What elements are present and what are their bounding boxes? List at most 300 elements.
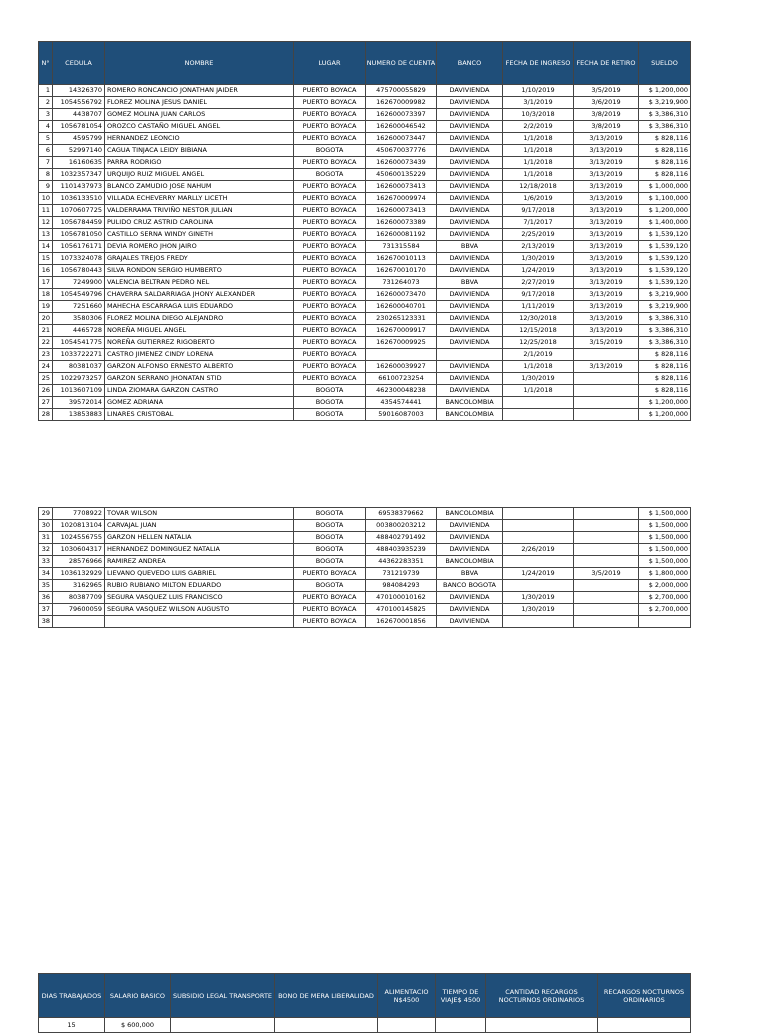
salary-cell: $ 828,116 bbox=[639, 361, 691, 373]
table-row bbox=[39, 97, 691, 109]
table-row bbox=[39, 241, 691, 253]
bank-cell: DAVIVIENDA bbox=[437, 217, 503, 229]
place-cell: BOGOTA bbox=[294, 169, 366, 181]
row-number-cell: 8 bbox=[39, 169, 53, 181]
start-date-cell: 1/1/2018 bbox=[503, 145, 574, 157]
place-cell: BOGOTA bbox=[294, 544, 366, 556]
salary-cell: $ 1,800,000 bbox=[639, 568, 691, 580]
account-number-cell: 731264073 bbox=[366, 277, 437, 289]
place-cell: BOGOTA bbox=[294, 520, 366, 532]
cedula-cell: 1101437973 bbox=[53, 181, 105, 193]
table-row bbox=[39, 145, 691, 157]
start-date-cell: 12/30/2018 bbox=[503, 313, 574, 325]
place-cell: PUERTO BOYACA bbox=[294, 289, 366, 301]
place-cell: PUERTO BOYACA bbox=[294, 205, 366, 217]
row-number-cell: 13 bbox=[39, 229, 53, 241]
bank-cell: BANCOLOMBIA bbox=[437, 409, 503, 421]
end-date-cell: 3/13/2019 bbox=[574, 325, 639, 337]
employee-header-7: FECHA DE RETIRO bbox=[574, 42, 639, 85]
end-date-cell: 3/13/2019 bbox=[574, 169, 639, 181]
name-cell: PULIDO CRUZ ASTRID CAROLINA bbox=[105, 217, 294, 229]
salary-cell: $ 3,386,310 bbox=[639, 313, 691, 325]
place-cell: PUERTO BOYACA bbox=[294, 181, 366, 193]
row-number-cell: 4 bbox=[39, 121, 53, 133]
place-cell: PUERTO BOYACA bbox=[294, 592, 366, 604]
row-number-cell: 21 bbox=[39, 325, 53, 337]
cedula-cell: 1036133510 bbox=[53, 193, 105, 205]
bank-cell: DAVIVIENDA bbox=[437, 109, 503, 121]
salary-cell: $ 3,386,310 bbox=[639, 109, 691, 121]
end-date-cell: 3/8/2019 bbox=[574, 121, 639, 133]
account-number-cell: 162600046542 bbox=[366, 121, 437, 133]
cedula-cell bbox=[53, 616, 105, 628]
table-row bbox=[39, 556, 691, 568]
row-number-cell: 14 bbox=[39, 241, 53, 253]
cedula-cell: 1033722271 bbox=[53, 349, 105, 361]
place-cell: PUERTO BOYACA bbox=[294, 217, 366, 229]
end-date-cell bbox=[574, 520, 639, 532]
bank-cell: DAVIVIENDA bbox=[437, 265, 503, 277]
cedula-cell: 7251660 bbox=[53, 301, 105, 313]
bank-cell: DAVIVIENDA bbox=[437, 604, 503, 616]
cedula-cell: 1056176171 bbox=[53, 241, 105, 253]
place-cell: PUERTO BOYACA bbox=[294, 265, 366, 277]
table-row bbox=[39, 604, 691, 616]
row-number-cell: 33 bbox=[39, 556, 53, 568]
name-cell: BLANCO ZAMUDIO JOSE NAHUM bbox=[105, 181, 294, 193]
name-cell: HERNANDEZ LEONCIO bbox=[105, 133, 294, 145]
end-date-cell: 3/15/2019 bbox=[574, 337, 639, 349]
row-number-cell: 10 bbox=[39, 193, 53, 205]
food-cell bbox=[378, 1018, 436, 1033]
account-number-cell: 162600039927 bbox=[366, 361, 437, 373]
place-cell: PUERTO BOYACA bbox=[294, 277, 366, 289]
table-row bbox=[39, 1018, 691, 1033]
start-date-cell bbox=[503, 580, 574, 592]
name-cell: PARRA RODRIGO bbox=[105, 157, 294, 169]
name-cell: TOVAR WILSON bbox=[105, 508, 294, 520]
end-date-cell: 3/13/2019 bbox=[574, 253, 639, 265]
payroll-header-6: CANTIDAD RECARGOS NOCTURNOS ORDINARIOS bbox=[486, 974, 598, 1018]
name-cell: DEVIA ROMERO JHON JAIRO bbox=[105, 241, 294, 253]
start-date-cell: 12/15/2018 bbox=[503, 325, 574, 337]
account-number-cell: 488402791492 bbox=[366, 532, 437, 544]
name-cell: CAGUA TINJACA LEIDY BIBIANA bbox=[105, 145, 294, 157]
end-date-cell: 3/8/2019 bbox=[574, 109, 639, 121]
name-cell: LIEVANO QUEVEDO LUIS GABRIEL bbox=[105, 568, 294, 580]
name-cell: CHAVERRA SALDARRIAGA JHONY ALEXANDER bbox=[105, 289, 294, 301]
place-cell: PUERTO BOYACA bbox=[294, 349, 366, 361]
row-number-cell: 19 bbox=[39, 301, 53, 313]
payroll-header-4: ALIMENTACIO N$4500 bbox=[378, 974, 436, 1018]
name-cell: FLOREZ MOLINA DIEGO ALEJANDRO bbox=[105, 313, 294, 325]
end-date-cell bbox=[574, 397, 639, 409]
row-number-cell: 18 bbox=[39, 289, 53, 301]
cedula-cell: 1032357347 bbox=[53, 169, 105, 181]
table-header-row bbox=[39, 42, 691, 85]
salary-cell: $ 828,116 bbox=[639, 373, 691, 385]
cedula-cell: 16160635 bbox=[53, 157, 105, 169]
account-number-cell: 162600081192 bbox=[366, 229, 437, 241]
start-date-cell: 2/26/2019 bbox=[503, 544, 574, 556]
cedula-cell: 3162965 bbox=[53, 580, 105, 592]
start-date-cell: 1/6/2019 bbox=[503, 193, 574, 205]
row-number-cell: 17 bbox=[39, 277, 53, 289]
payroll-header-2: SUBSIDIO LEGAL TRANSPORTE bbox=[171, 974, 275, 1018]
cedula-cell: 4465728 bbox=[53, 325, 105, 337]
table-row bbox=[39, 568, 691, 580]
cedula-cell: 1056784459 bbox=[53, 217, 105, 229]
cedula-cell: 7708922 bbox=[53, 508, 105, 520]
end-date-cell bbox=[574, 373, 639, 385]
account-number-cell: 475700055829 bbox=[366, 85, 437, 97]
bank-cell: BANCOLOMBIA bbox=[437, 508, 503, 520]
account-number-cell: 162670010170 bbox=[366, 265, 437, 277]
bank-cell: DAVIVIENDA bbox=[437, 193, 503, 205]
name-cell: SILVA RONDON SERGIO HUMBERTO bbox=[105, 265, 294, 277]
end-date-cell: 3/13/2019 bbox=[574, 193, 639, 205]
table-row bbox=[39, 85, 691, 97]
row-number-cell: 7 bbox=[39, 157, 53, 169]
name-cell: NOREÑA MIGUEL ANGEL bbox=[105, 325, 294, 337]
salary-cell: $ 828,116 bbox=[639, 349, 691, 361]
employee-table-1 bbox=[38, 41, 691, 421]
account-number-cell: 162670009974 bbox=[366, 193, 437, 205]
night-surcharge-count-cell bbox=[486, 1018, 598, 1033]
name-cell: ROMERO RONCANCIO JONATHAN JAIDER bbox=[105, 85, 294, 97]
cedula-cell: 28576966 bbox=[53, 556, 105, 568]
row-number-cell: 11 bbox=[39, 205, 53, 217]
account-number-cell: 984084293 bbox=[366, 580, 437, 592]
bank-cell: DAVIVIENDA bbox=[437, 181, 503, 193]
bank-cell: DAVIVIENDA bbox=[437, 616, 503, 628]
account-number-cell: 162600073439 bbox=[366, 157, 437, 169]
end-date-cell bbox=[574, 409, 639, 421]
salary-cell: $ 828,116 bbox=[639, 133, 691, 145]
start-date-cell: 1/30/2019 bbox=[503, 253, 574, 265]
table-row bbox=[39, 592, 691, 604]
end-date-cell: 3/13/2019 bbox=[574, 313, 639, 325]
bank-cell: BBVA bbox=[437, 568, 503, 580]
salary-cell: $ 1,200,000 bbox=[639, 85, 691, 97]
salary-cell: $ 3,386,310 bbox=[639, 337, 691, 349]
table-row bbox=[39, 616, 691, 628]
table-row bbox=[39, 289, 691, 301]
account-number-cell: 162670010113 bbox=[366, 253, 437, 265]
end-date-cell: 3/5/2019 bbox=[574, 85, 639, 97]
bank-cell: DAVIVIENDA bbox=[437, 544, 503, 556]
place-cell: PUERTO BOYACA bbox=[294, 229, 366, 241]
payroll-header-0: DIAS TRABAJADOS bbox=[39, 974, 105, 1018]
salary-cell: $ 1,539,120 bbox=[639, 277, 691, 289]
table-row bbox=[39, 265, 691, 277]
name-cell: CASTRO JIMENEZ CINDY LORENA bbox=[105, 349, 294, 361]
place-cell: PUERTO BOYACA bbox=[294, 568, 366, 580]
end-date-cell bbox=[574, 580, 639, 592]
bank-cell: DAVIVIENDA bbox=[437, 385, 503, 397]
place-cell: BOGOTA bbox=[294, 397, 366, 409]
employee-header-3: LUGAR bbox=[294, 42, 366, 85]
salary-cell: $ 828,116 bbox=[639, 157, 691, 169]
night-surcharge-cell bbox=[598, 1018, 691, 1033]
row-number-cell: 29 bbox=[39, 508, 53, 520]
start-date-cell: 3/1/2019 bbox=[503, 97, 574, 109]
name-cell: SEGURA VASQUEZ WILSON AUGUSTO bbox=[105, 604, 294, 616]
name-cell: VILLADA ECHEVERRY MARLLY LICETH bbox=[105, 193, 294, 205]
account-number-cell: 450600135229 bbox=[366, 169, 437, 181]
row-number-cell: 31 bbox=[39, 532, 53, 544]
bank-cell: DAVIVIENDA bbox=[437, 253, 503, 265]
cedula-cell: 80381037 bbox=[53, 361, 105, 373]
bank-cell: DAVIVIENDA bbox=[437, 229, 503, 241]
place-cell: PUERTO BOYACA bbox=[294, 313, 366, 325]
start-date-cell: 7/1/2017 bbox=[503, 217, 574, 229]
table-row bbox=[39, 385, 691, 397]
name-cell: FLOREZ MOLINA JESUS DANIEL bbox=[105, 97, 294, 109]
account-number-cell: 162600073470 bbox=[366, 289, 437, 301]
place-cell: PUERTO BOYACA bbox=[294, 97, 366, 109]
row-number-cell: 15 bbox=[39, 253, 53, 265]
bank-cell: DAVIVIENDA bbox=[437, 361, 503, 373]
table-row bbox=[39, 520, 691, 532]
table-row bbox=[39, 397, 691, 409]
employee-header-2: NOMBRE bbox=[105, 42, 294, 85]
salary-cell: $ 3,386,310 bbox=[639, 325, 691, 337]
start-date-cell: 2/1/2019 bbox=[503, 349, 574, 361]
end-date-cell bbox=[574, 592, 639, 604]
salary-cell: $ 1,000,000 bbox=[639, 181, 691, 193]
end-date-cell: 3/6/2019 bbox=[574, 97, 639, 109]
start-date-cell bbox=[503, 397, 574, 409]
payroll-header-5: TIEMPO DE VIAJE$ 4500 bbox=[436, 974, 486, 1018]
start-date-cell: 1/10/2019 bbox=[503, 85, 574, 97]
bank-cell: DAVIVIENDA bbox=[437, 301, 503, 313]
bank-cell: DAVIVIENDA bbox=[437, 121, 503, 133]
bank-cell: DAVIVIENDA bbox=[437, 289, 503, 301]
row-number-cell: 28 bbox=[39, 409, 53, 421]
table-row bbox=[39, 544, 691, 556]
account-number-cell: 470100145825 bbox=[366, 604, 437, 616]
start-date-cell bbox=[503, 520, 574, 532]
start-date-cell: 1/30/2019 bbox=[503, 592, 574, 604]
place-cell: BOGOTA bbox=[294, 409, 366, 421]
cedula-cell: 1022973257 bbox=[53, 373, 105, 385]
bank-cell: DAVIVIENDA bbox=[437, 157, 503, 169]
salary-cell: $ 1,500,000 bbox=[639, 544, 691, 556]
salary-cell: $ 1,200,000 bbox=[639, 409, 691, 421]
table-row bbox=[39, 193, 691, 205]
cedula-cell: 7249900 bbox=[53, 277, 105, 289]
start-date-cell bbox=[503, 409, 574, 421]
table-row bbox=[39, 229, 691, 241]
place-cell: PUERTO BOYACA bbox=[294, 616, 366, 628]
end-date-cell bbox=[574, 385, 639, 397]
start-date-cell: 2/13/2019 bbox=[503, 241, 574, 253]
end-date-cell: 3/13/2019 bbox=[574, 133, 639, 145]
name-cell: VALDERRAMA TRIVIÑO NESTOR JULIAN bbox=[105, 205, 294, 217]
row-number-cell: 35 bbox=[39, 580, 53, 592]
end-date-cell: 3/5/2019 bbox=[574, 568, 639, 580]
salary-cell: $ 3,386,310 bbox=[639, 121, 691, 133]
table-row bbox=[39, 349, 691, 361]
account-number-cell: 162600073389 bbox=[366, 217, 437, 229]
name-cell: GOMEZ ADRIANA bbox=[105, 397, 294, 409]
row-number-cell: 25 bbox=[39, 373, 53, 385]
salary-cell: $ 1,500,000 bbox=[639, 532, 691, 544]
account-number-cell: 731315584 bbox=[366, 241, 437, 253]
end-date-cell: 3/13/2019 bbox=[574, 145, 639, 157]
salary-cell: $ 2,700,000 bbox=[639, 604, 691, 616]
place-cell: PUERTO BOYACA bbox=[294, 133, 366, 145]
start-date-cell: 1/1/2018 bbox=[503, 157, 574, 169]
cedula-cell: 3580306 bbox=[53, 313, 105, 325]
bank-cell: BANCOLOMBIA bbox=[437, 397, 503, 409]
end-date-cell: 3/13/2019 bbox=[574, 361, 639, 373]
cedula-cell: 39572014 bbox=[53, 397, 105, 409]
table-row bbox=[39, 109, 691, 121]
name-cell: GRAJALES TREJOS FREDY bbox=[105, 253, 294, 265]
row-number-cell: 36 bbox=[39, 592, 53, 604]
account-number-cell: 731219739 bbox=[366, 568, 437, 580]
end-date-cell: 3/13/2019 bbox=[574, 277, 639, 289]
cedula-cell: 1056781050 bbox=[53, 229, 105, 241]
name-cell: VALENCIA BELTRAN PEDRO NEL bbox=[105, 277, 294, 289]
bank-cell: DAVIVIENDA bbox=[437, 337, 503, 349]
account-number-cell: 162600073413 bbox=[366, 181, 437, 193]
end-date-cell: 3/13/2019 bbox=[574, 229, 639, 241]
account-number-cell: 59016087003 bbox=[366, 409, 437, 421]
salary-cell bbox=[639, 616, 691, 628]
table-row bbox=[39, 157, 691, 169]
bank-cell: BBVA bbox=[437, 277, 503, 289]
account-number-cell bbox=[366, 349, 437, 361]
row-number-cell: 34 bbox=[39, 568, 53, 580]
account-number-cell: 162600073397 bbox=[366, 109, 437, 121]
start-date-cell: 2/25/2019 bbox=[503, 229, 574, 241]
place-cell: PUERTO BOYACA bbox=[294, 301, 366, 313]
start-date-cell: 2/27/2019 bbox=[503, 277, 574, 289]
table-row bbox=[39, 217, 691, 229]
salary-cell: $ 2,000,000 bbox=[639, 580, 691, 592]
name-cell: HERNANDEZ DOMINGUEZ NATALIA bbox=[105, 544, 294, 556]
bank-cell: DAVIVIENDA bbox=[437, 145, 503, 157]
end-date-cell: 3/13/2019 bbox=[574, 301, 639, 313]
place-cell: PUERTO BOYACA bbox=[294, 337, 366, 349]
bank-cell bbox=[437, 349, 503, 361]
row-number-cell: 38 bbox=[39, 616, 53, 628]
table-row bbox=[39, 361, 691, 373]
employee-header-0: N° bbox=[39, 42, 53, 85]
cedula-cell: 1020813104 bbox=[53, 520, 105, 532]
start-date-cell: 1/1/2018 bbox=[503, 133, 574, 145]
salary-cell: $ 828,116 bbox=[639, 169, 691, 181]
row-number-cell: 20 bbox=[39, 313, 53, 325]
end-date-cell: 3/13/2019 bbox=[574, 265, 639, 277]
account-number-cell: 470100010162 bbox=[366, 592, 437, 604]
name-cell: LINARES CRISTOBAL bbox=[105, 409, 294, 421]
start-date-cell: 12/18/2018 bbox=[503, 181, 574, 193]
table-row bbox=[39, 337, 691, 349]
place-cell: PUERTO BOYACA bbox=[294, 604, 366, 616]
transport-subsidy-cell bbox=[171, 1018, 275, 1033]
base-salary-cell: $ 600,000 bbox=[105, 1018, 171, 1033]
salary-cell: $ 828,116 bbox=[639, 145, 691, 157]
bank-cell: DAVIVIENDA bbox=[437, 205, 503, 217]
bank-cell: DAVIVIENDA bbox=[437, 592, 503, 604]
employee-table-2 bbox=[38, 507, 691, 628]
place-cell: PUERTO BOYACA bbox=[294, 157, 366, 169]
name-cell: CARVAJAL JUAN bbox=[105, 520, 294, 532]
place-cell: PUERTO BOYACA bbox=[294, 325, 366, 337]
name-cell: URQUIJO RUIZ MIGUEL ANGEL bbox=[105, 169, 294, 181]
salary-cell: $ 3,219,900 bbox=[639, 301, 691, 313]
bank-cell: BBVA bbox=[437, 241, 503, 253]
travel-time-cell bbox=[436, 1018, 486, 1033]
row-number-cell: 26 bbox=[39, 385, 53, 397]
end-date-cell: 3/13/2019 bbox=[574, 241, 639, 253]
place-cell: PUERTO BOYACA bbox=[294, 121, 366, 133]
table-row bbox=[39, 409, 691, 421]
salary-cell: $ 828,116 bbox=[639, 385, 691, 397]
salary-cell: $ 1,500,000 bbox=[639, 508, 691, 520]
start-date-cell: 1/24/2019 bbox=[503, 568, 574, 580]
row-number-cell: 1 bbox=[39, 85, 53, 97]
account-number-cell: 162670009982 bbox=[366, 97, 437, 109]
cedula-cell: 52997140 bbox=[53, 145, 105, 157]
start-date-cell bbox=[503, 556, 574, 568]
table-row bbox=[39, 253, 691, 265]
start-date-cell: 9/17/2018 bbox=[503, 205, 574, 217]
end-date-cell bbox=[574, 544, 639, 556]
account-number-cell: 44362283351 bbox=[366, 556, 437, 568]
start-date-cell: 1/30/2019 bbox=[503, 373, 574, 385]
end-date-cell: 3/13/2019 bbox=[574, 289, 639, 301]
row-number-cell: 16 bbox=[39, 265, 53, 277]
end-date-cell bbox=[574, 556, 639, 568]
start-date-cell: 10/3/2018 bbox=[503, 109, 574, 121]
start-date-cell: 1/1/2018 bbox=[503, 361, 574, 373]
salary-cell: $ 1,539,120 bbox=[639, 229, 691, 241]
end-date-cell bbox=[574, 616, 639, 628]
cedula-cell: 1013607109 bbox=[53, 385, 105, 397]
table-row bbox=[39, 580, 691, 592]
table-row bbox=[39, 373, 691, 385]
table-row bbox=[39, 313, 691, 325]
bank-cell: DAVIVIENDA bbox=[437, 133, 503, 145]
payroll-header-3: BONO DE MERA LIBERALIDAD bbox=[275, 974, 378, 1018]
salary-cell: $ 1,100,000 bbox=[639, 193, 691, 205]
salary-cell: $ 1,200,000 bbox=[639, 205, 691, 217]
name-cell: LINDA ZIOMARA GARZON CASTRO bbox=[105, 385, 294, 397]
end-date-cell bbox=[574, 604, 639, 616]
account-number-cell: 66100723254 bbox=[366, 373, 437, 385]
row-number-cell: 37 bbox=[39, 604, 53, 616]
place-cell: BOGOTA bbox=[294, 580, 366, 592]
table-row bbox=[39, 508, 691, 520]
name-cell: RAMIREZ ANDREA bbox=[105, 556, 294, 568]
account-number-cell: 4354574441 bbox=[366, 397, 437, 409]
row-number-cell: 9 bbox=[39, 181, 53, 193]
table-row bbox=[39, 532, 691, 544]
row-number-cell: 24 bbox=[39, 361, 53, 373]
start-date-cell: 12/25/2018 bbox=[503, 337, 574, 349]
name-cell: CASTILLO SERNA WINDY GINETH bbox=[105, 229, 294, 241]
bank-cell: DAVIVIENDA bbox=[437, 325, 503, 337]
payroll-table bbox=[38, 973, 691, 1033]
table-row bbox=[39, 205, 691, 217]
account-number-cell: 162670009925 bbox=[366, 337, 437, 349]
account-number-cell: 162670009917 bbox=[366, 325, 437, 337]
